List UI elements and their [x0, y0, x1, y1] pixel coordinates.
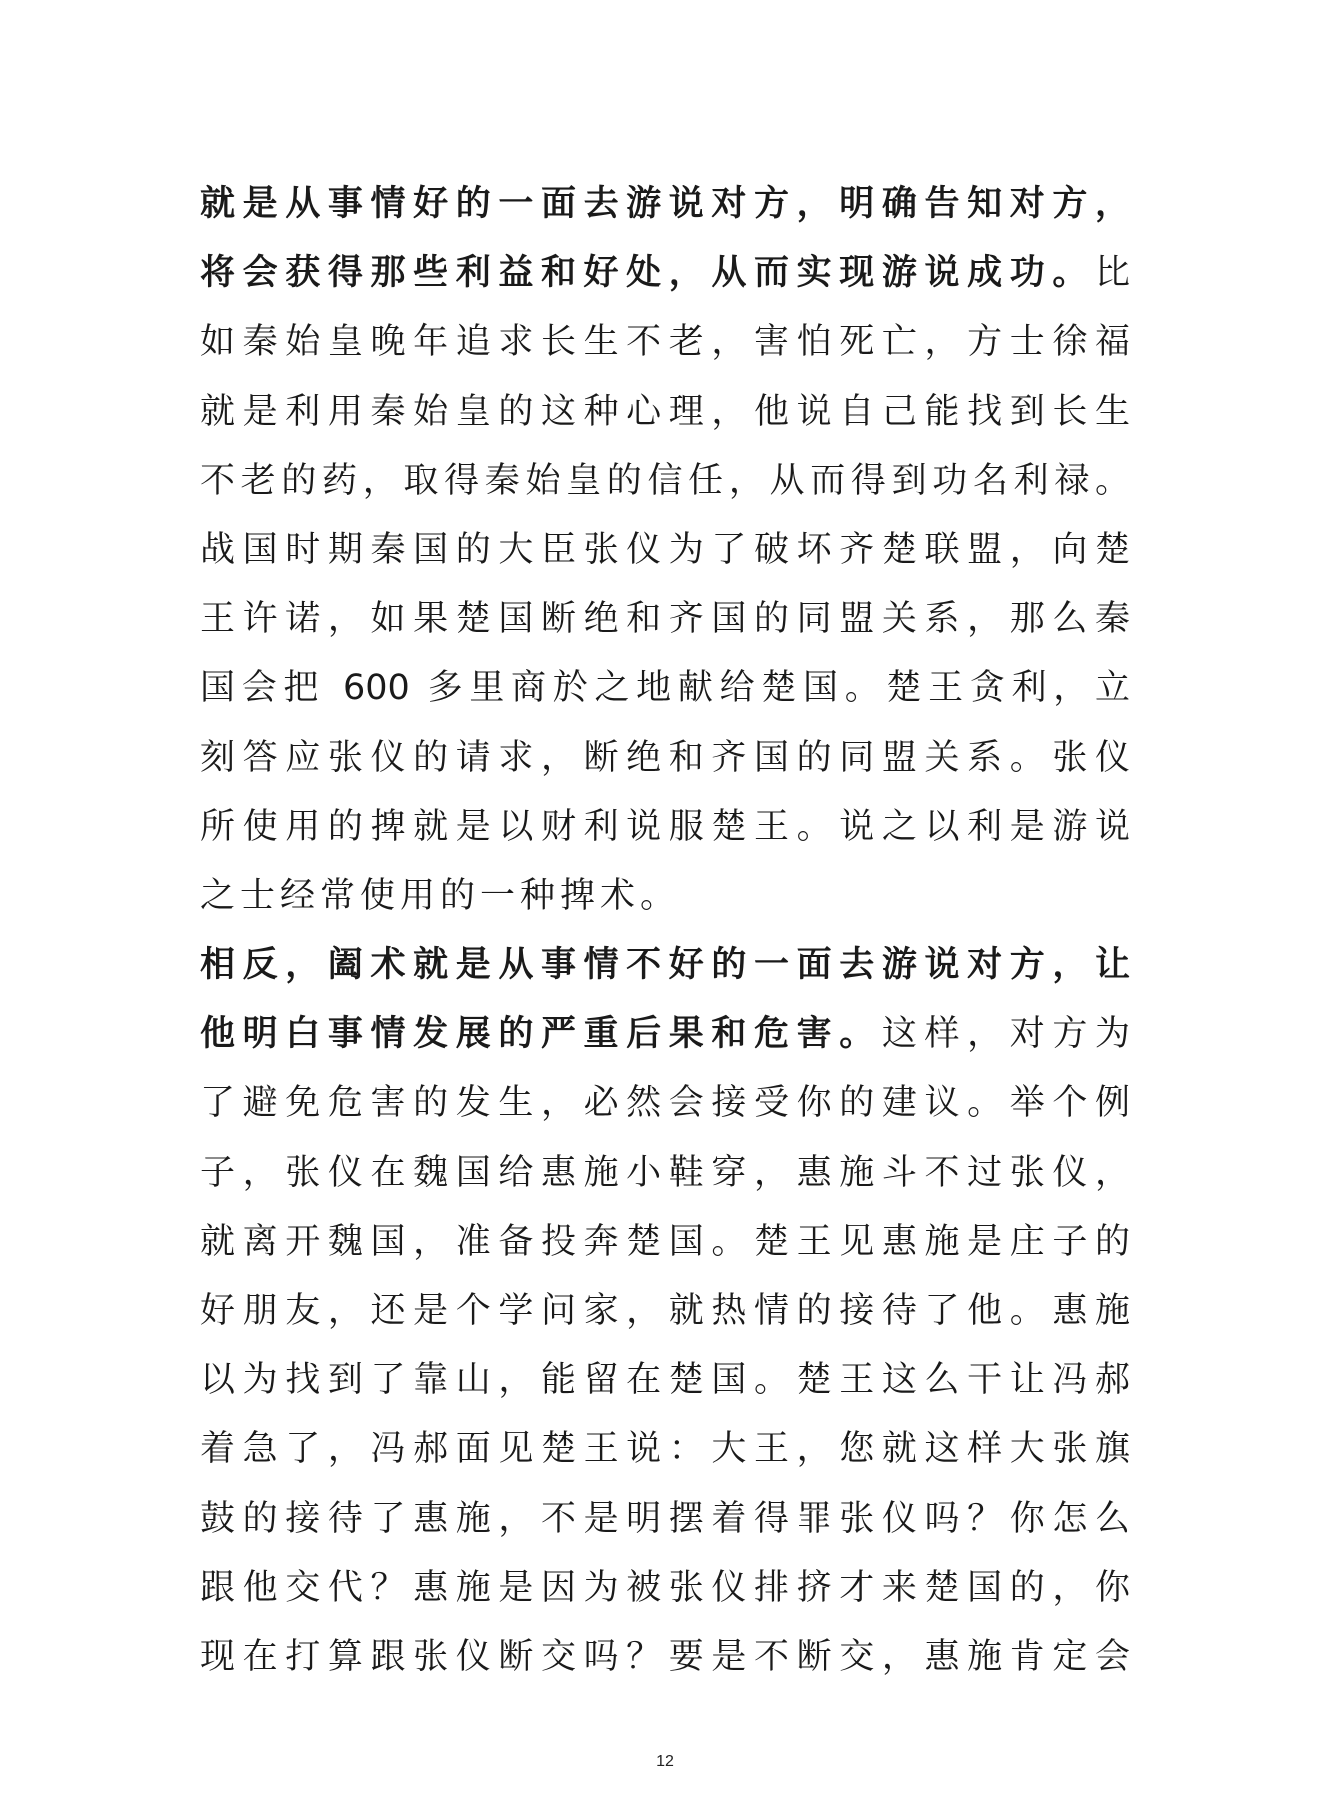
normal-text: 现在打算跟张仪断交吗？要是不断交，惠施肯定会 [200, 1636, 1130, 1677]
normal-text: 就是利用秦始皇的这种心理，他说自己能找到长生 [200, 391, 1130, 432]
normal-text: 以为找到了靠山，能留在楚国。楚王这么干让冯郝 [200, 1360, 1130, 1401]
normal-text: 国会把 600 多里商於之地献给楚国。楚王贪利，立 [200, 668, 1130, 709]
text-line [200, 1623, 1130, 1692]
text-line [200, 1208, 1130, 1277]
text-line [200, 585, 1130, 654]
normal-text: 战国时期秦国的大臣张仪为了破坏齐楚联盟，向楚 [200, 529, 1130, 570]
bold-text: 相反，阖术就是从事情不好的一面去游说对方，让 [200, 945, 1130, 986]
bold-text: 他明白事情发展的严重后果和危害。 [200, 1014, 882, 1055]
normal-text: 之士经常使用的一种捭术。 [200, 875, 681, 916]
text-line [200, 516, 1130, 585]
normal-text: 跟他交代？惠施是因为被张仪排挤才来楚国的，你 [200, 1567, 1130, 1608]
text-line [200, 1277, 1130, 1346]
text-line [200, 308, 1130, 377]
text-line [200, 1139, 1130, 1208]
normal-text: 鼓的接待了惠施，不是明摆着得罪张仪吗？你怎么 [200, 1498, 1130, 1539]
text-line [200, 1415, 1130, 1484]
text-line [200, 1554, 1130, 1623]
bold-text: 将会获得那些利益和好处，从而实现游说成功。 [200, 253, 1095, 294]
normal-text: 子，张仪在魏国给惠施小鞋穿，惠施斗不过张仪， [200, 1152, 1130, 1193]
page-number: 12 [656, 1753, 674, 1770]
text-line [200, 378, 1130, 447]
normal-text: 就离开魏国，准备投奔楚国。楚王见惠施是庄子的 [200, 1221, 1130, 1262]
text-line [200, 654, 1130, 723]
normal-text: 不老的药，取得秦始皇的信任，从而得到功名利禄。 [200, 460, 1130, 501]
text-line [200, 724, 1130, 793]
text-line [200, 239, 1130, 308]
body-text [200, 170, 1130, 1692]
normal-text: 刻答应张仪的请求，断绝和齐国的同盟关系。张仪 [200, 737, 1130, 778]
text-line [200, 931, 1130, 1000]
normal-text: 着急了，冯郝面见楚王说：大王，您就这样大张旗 [200, 1429, 1130, 1470]
text-line [200, 170, 1130, 239]
normal-text: 比 [1094, 253, 1130, 294]
normal-text: 这样，对方为 [881, 1014, 1130, 1055]
normal-text: 如秦始皇晚年追求长生不老，害怕死亡，方士徐福 [200, 322, 1130, 363]
normal-text: 王许诺，如果楚国断绝和齐国的同盟关系，那么秦 [200, 599, 1130, 640]
text-line [200, 1000, 1130, 1069]
bold-text: 就是从事情好的一面去游说对方，明确告知对方， [200, 184, 1130, 224]
text-line [200, 1346, 1130, 1415]
text-line [200, 862, 1130, 931]
text-line [200, 1485, 1130, 1554]
normal-text: 了避免危害的发生，必然会接受你的建议。举个例 [200, 1083, 1130, 1124]
normal-text: 所使用的捭就是以财利说服楚王。说之以利是游说 [200, 806, 1130, 847]
text-line [200, 447, 1130, 516]
normal-text: 好朋友，还是个学问家，就热情的接待了他。惠施 [200, 1291, 1130, 1331]
text-line [200, 793, 1130, 862]
text-line [200, 1069, 1130, 1138]
